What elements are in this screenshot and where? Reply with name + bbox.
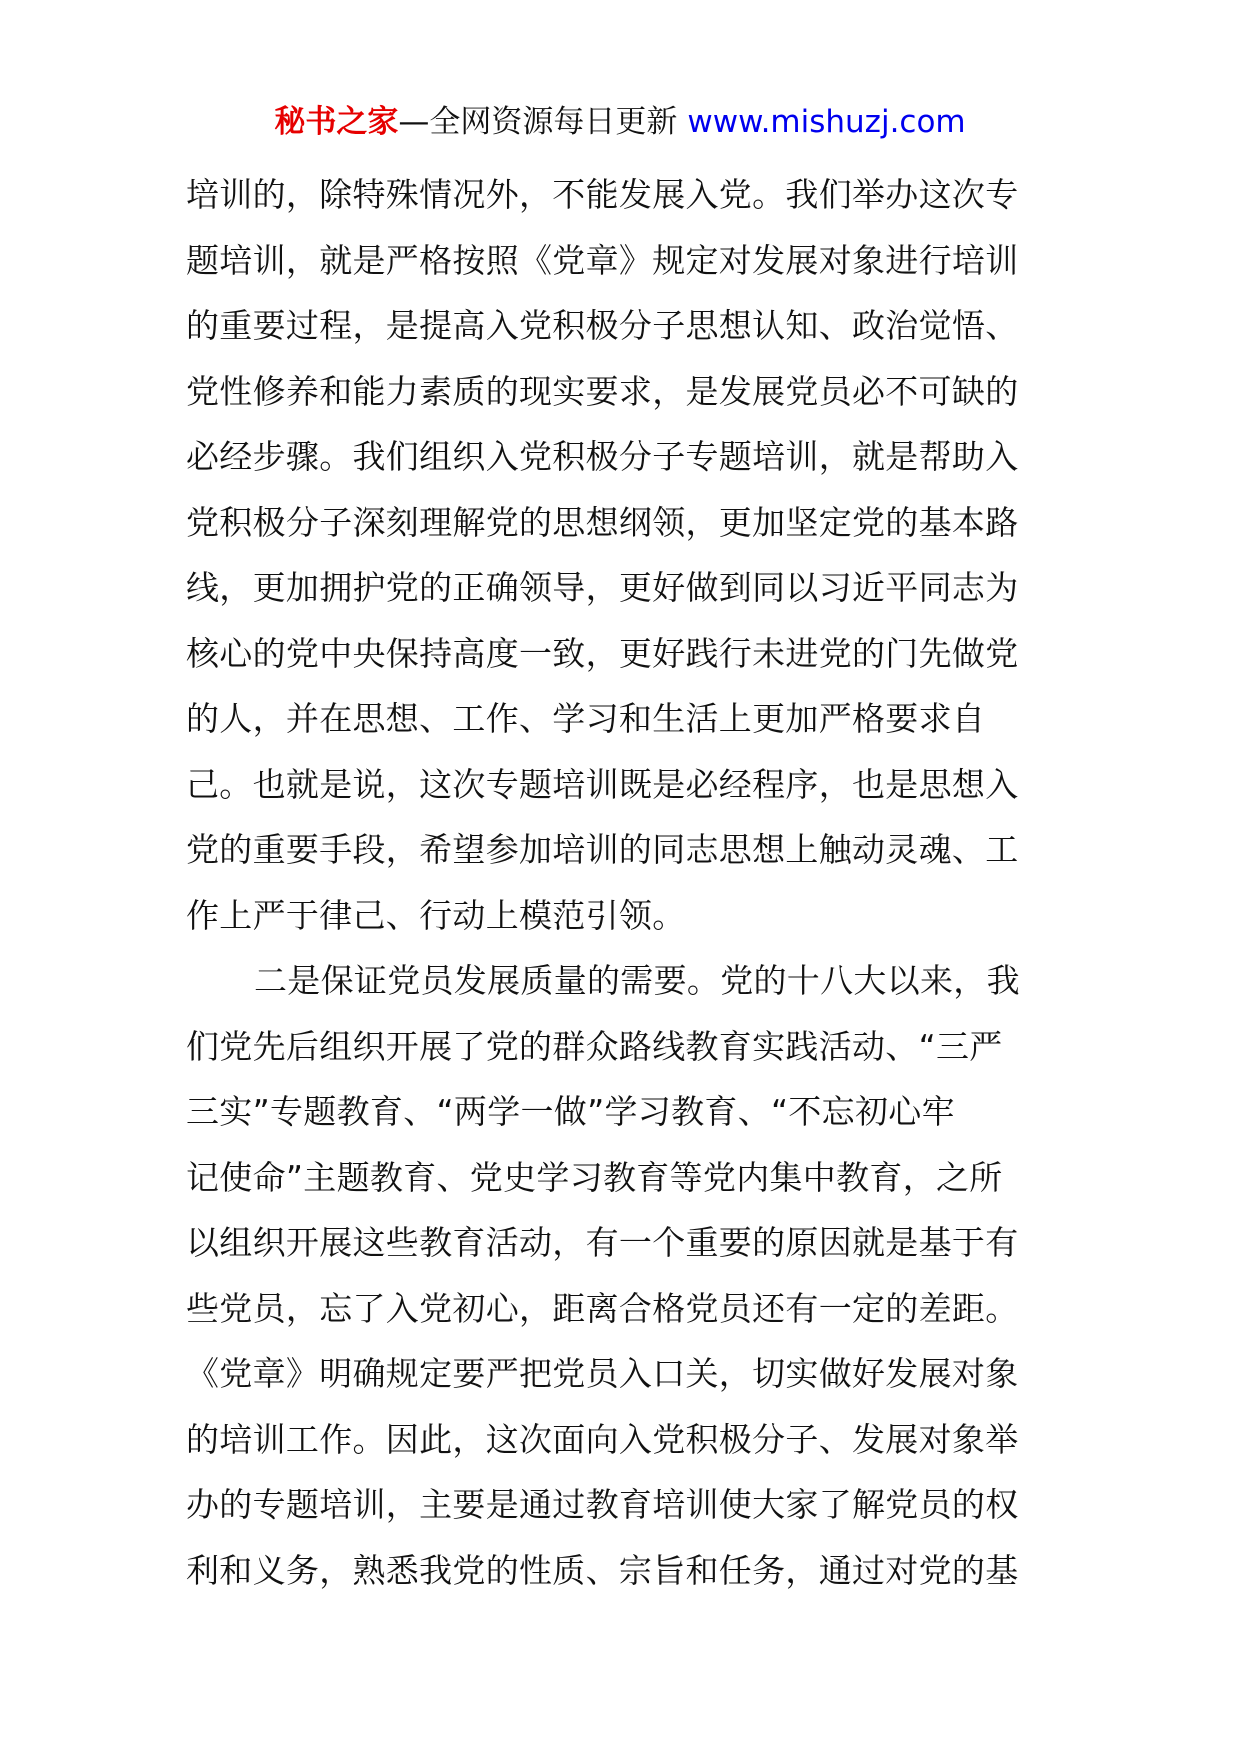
text-line: 线，更加拥护党的正确领导，更好做到同以习近平同志为 <box>186 568 1019 607</box>
text-line: 培训的，除特殊情况外，不能发展入党。我们举办这次专 <box>186 175 1019 214</box>
text-line: 己。也就是说，这次专题培训既是必经程序，也是思想入 <box>186 764 1019 804</box>
site-url-link[interactable]: www.mishuzj.com <box>687 104 966 140</box>
text-line: 作上严于律己、行动上模范引领。 <box>186 895 686 935</box>
text-line: 的培训工作。因此，这次面向入党积极分子、发展对象举 <box>186 1419 1019 1459</box>
text-line: 党积极分子深刻理解党的思想纲领，更加坚定党的基本路 <box>186 502 1019 542</box>
header-tagline: —全网资源每日更新 <box>398 104 678 140</box>
brand-name: 秘书之家 <box>274 104 399 140</box>
document-body <box>186 162 1066 1603</box>
text-line: 们党先后组织开展了党的群众路线教育实践活动、“三严 <box>186 1026 1003 1066</box>
text-line: 的人，并在思想、工作、学习和生活上更加严格要求自 <box>186 699 986 738</box>
text-line: 题培训，就是严格按照《党章》规定对发展对象进行培训 <box>186 240 1019 280</box>
text-line: 的重要过程，是提高入党积极分子思想认知、政治觉悟、 <box>186 306 1019 345</box>
text-line: 《党章》明确规定要严把党员入口关，切实做好发展对象 <box>186 1354 1019 1393</box>
text-line: 记使命”主题教育、党史学习教育等党内集中教育，之所 <box>186 1157 1003 1197</box>
text-line: 党的重要手段，希望参加培训的同志思想上触动灵魂、工 <box>186 830 1019 869</box>
text-line: 办的专题培训，主要是通过教育培训使大家了解党员的权 <box>186 1485 1019 1524</box>
text-line: 些党员，忘了入党初心，距离合格党员还有一定的差距。 <box>186 1288 1019 1328</box>
paragraph-start-line: 二是保证党员发展质量的需要。党的十八大以来，我 <box>254 961 1020 1000</box>
text-line: 以组织开展这些教育活动，有一个重要的原因就是基于有 <box>186 1223 1019 1262</box>
text-line: 必经步骤。我们组织入党积极分子专题培训，就是帮助入 <box>186 437 1019 476</box>
page-header <box>0 100 1240 144</box>
text-line: 三实”专题教育、“两学一做”学习教育、“不忘初心牢 <box>186 1092 955 1131</box>
text-line: 党性修养和能力素质的现实要求，是发展党员必不可缺的 <box>186 371 1019 411</box>
text-line: 利和义务，熟悉我党的性质、宗旨和任务，通过对党的基 <box>186 1550 1019 1590</box>
text-line: 核心的党中央保持高度一致，更好践行未进党的门先做党 <box>186 633 1019 673</box>
